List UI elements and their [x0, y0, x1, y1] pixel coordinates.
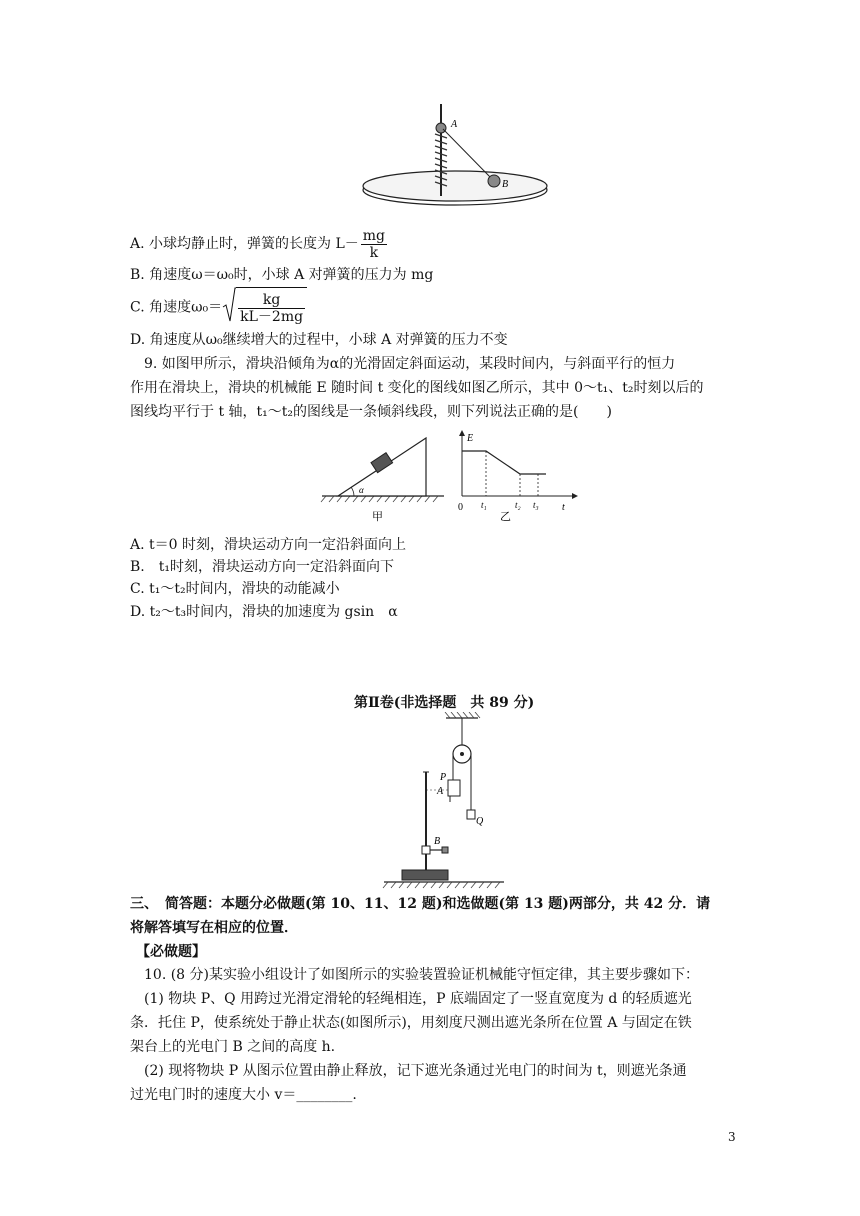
- q8-option-a: A. 小球均静止时，弹簧的长度为 L－ $\frac{mg}{k}$: [130, 227, 386, 261]
- label-a: A: [437, 786, 444, 797]
- sqrt-expression: [222, 287, 307, 328]
- radical-sign-icon: [222, 287, 236, 323]
- q10-step1-line2: 条．托住 P，使系统处于静止状态(如图所示)，用刻度尺测出遮光条所在位置 A 与固定在铁: [130, 1015, 692, 1031]
- axis-t-label: t: [562, 502, 565, 513]
- label-p: P: [440, 772, 447, 783]
- q9-option-d: D. t₂～t₃时间内，滑块的加速度为 gsin α: [130, 604, 398, 620]
- fraction-kg: $\frac{kg}{kL-2mg}$: [240, 291, 304, 325]
- t3-label: t₃: [533, 500, 539, 510]
- q9-stem-line1: 9. 如图甲所示，滑块沿倾角为α的光滑固定斜面运动，某段时间内，与斜面平行的恒力: [144, 356, 676, 372]
- t2-label: t₂: [515, 500, 521, 510]
- label-b: B: [434, 836, 441, 847]
- alpha-label: α: [359, 485, 364, 495]
- q10-intro: 10. (8 分)某实验小组设计了如图所示的实验装置验证机械能守恒定律，其主要步骤如下：: [144, 967, 699, 983]
- required-heading: 【必做题】: [136, 944, 206, 960]
- axis-e-label: E: [467, 433, 474, 444]
- q10-step2-line2: 过光电门时的速度大小 v＝________.: [130, 1087, 357, 1103]
- q10-step1-line3: 架台上的光电门 B 之间的高度 h.: [130, 1039, 336, 1055]
- q8-option-c: C. 角速度ω₀＝ $\frac{kg}{kL-2mg}$: [130, 287, 307, 328]
- q9-stem-line2: 作用在滑块上，滑块的机械能 E 随时间 t 变化的图线如图乙所示，其中 0～t₁、t₂时刻以后的: [130, 380, 704, 396]
- caption-jia: 甲: [372, 510, 383, 523]
- spring-turntable-figure: [355, 100, 555, 215]
- incline-figure: [318, 428, 448, 526]
- caption-yi: 乙: [500, 510, 511, 523]
- label-q: Q: [476, 816, 484, 827]
- page-number: 3: [728, 1130, 736, 1144]
- section3-line1: 三、 简答题：本题分必做题(第 10、11、12 题)和选做题(第 13 题)两部分，共 42 分．请: [130, 896, 711, 912]
- q8-option-b: B. 角速度ω＝ω₀时，小球 A 对弹簧的压力为 mg: [130, 267, 434, 283]
- fraction-mg-k: $\frac{mg}{k}$: [362, 227, 386, 261]
- section2-title: 第Ⅱ卷(非选择题 共 89 分): [354, 695, 535, 711]
- section3-line2: 将解答填写在相应的位置．: [130, 920, 298, 936]
- q9-stem-line3: 图线均平行于 t 轴，t₁～t₂的图线是一条倾斜线段，则下列说法正确的是( ): [130, 404, 612, 420]
- q10-step2-line1: (2) 现将物块 P 从图示位置由静止释放，记下遮光条通过光电门的时间为 t，则遮光条通: [144, 1063, 687, 1079]
- energy-curve: [462, 451, 546, 474]
- q8-option-d: D. 角速度从ω₀继续增大的过程中，小球 A 对弹簧的压力不变: [130, 332, 508, 348]
- pulley-apparatus-figure: [378, 712, 508, 890]
- t1-label: t₁: [481, 500, 487, 510]
- energy-time-graph: [450, 428, 580, 526]
- label-a: A: [451, 119, 458, 130]
- q9-option-a: A. t＝0 时刻，滑块运动方向一定沿斜面向上: [130, 537, 406, 553]
- origin-label: 0: [458, 502, 463, 513]
- q10-step1-line1: (1) 物块 P、Q 用跨过光滑定滑轮的轻绳相连，P 底端固定了一竖直宽度为 d 的轻质遮光: [144, 991, 692, 1007]
- label-b: B: [502, 179, 509, 190]
- q9-option-c: C. t₁～t₂时间内，滑块的动能减小: [130, 581, 340, 597]
- q9-option-b: B. t₁时刻，滑块运动方向一定沿斜面向下: [130, 559, 394, 575]
